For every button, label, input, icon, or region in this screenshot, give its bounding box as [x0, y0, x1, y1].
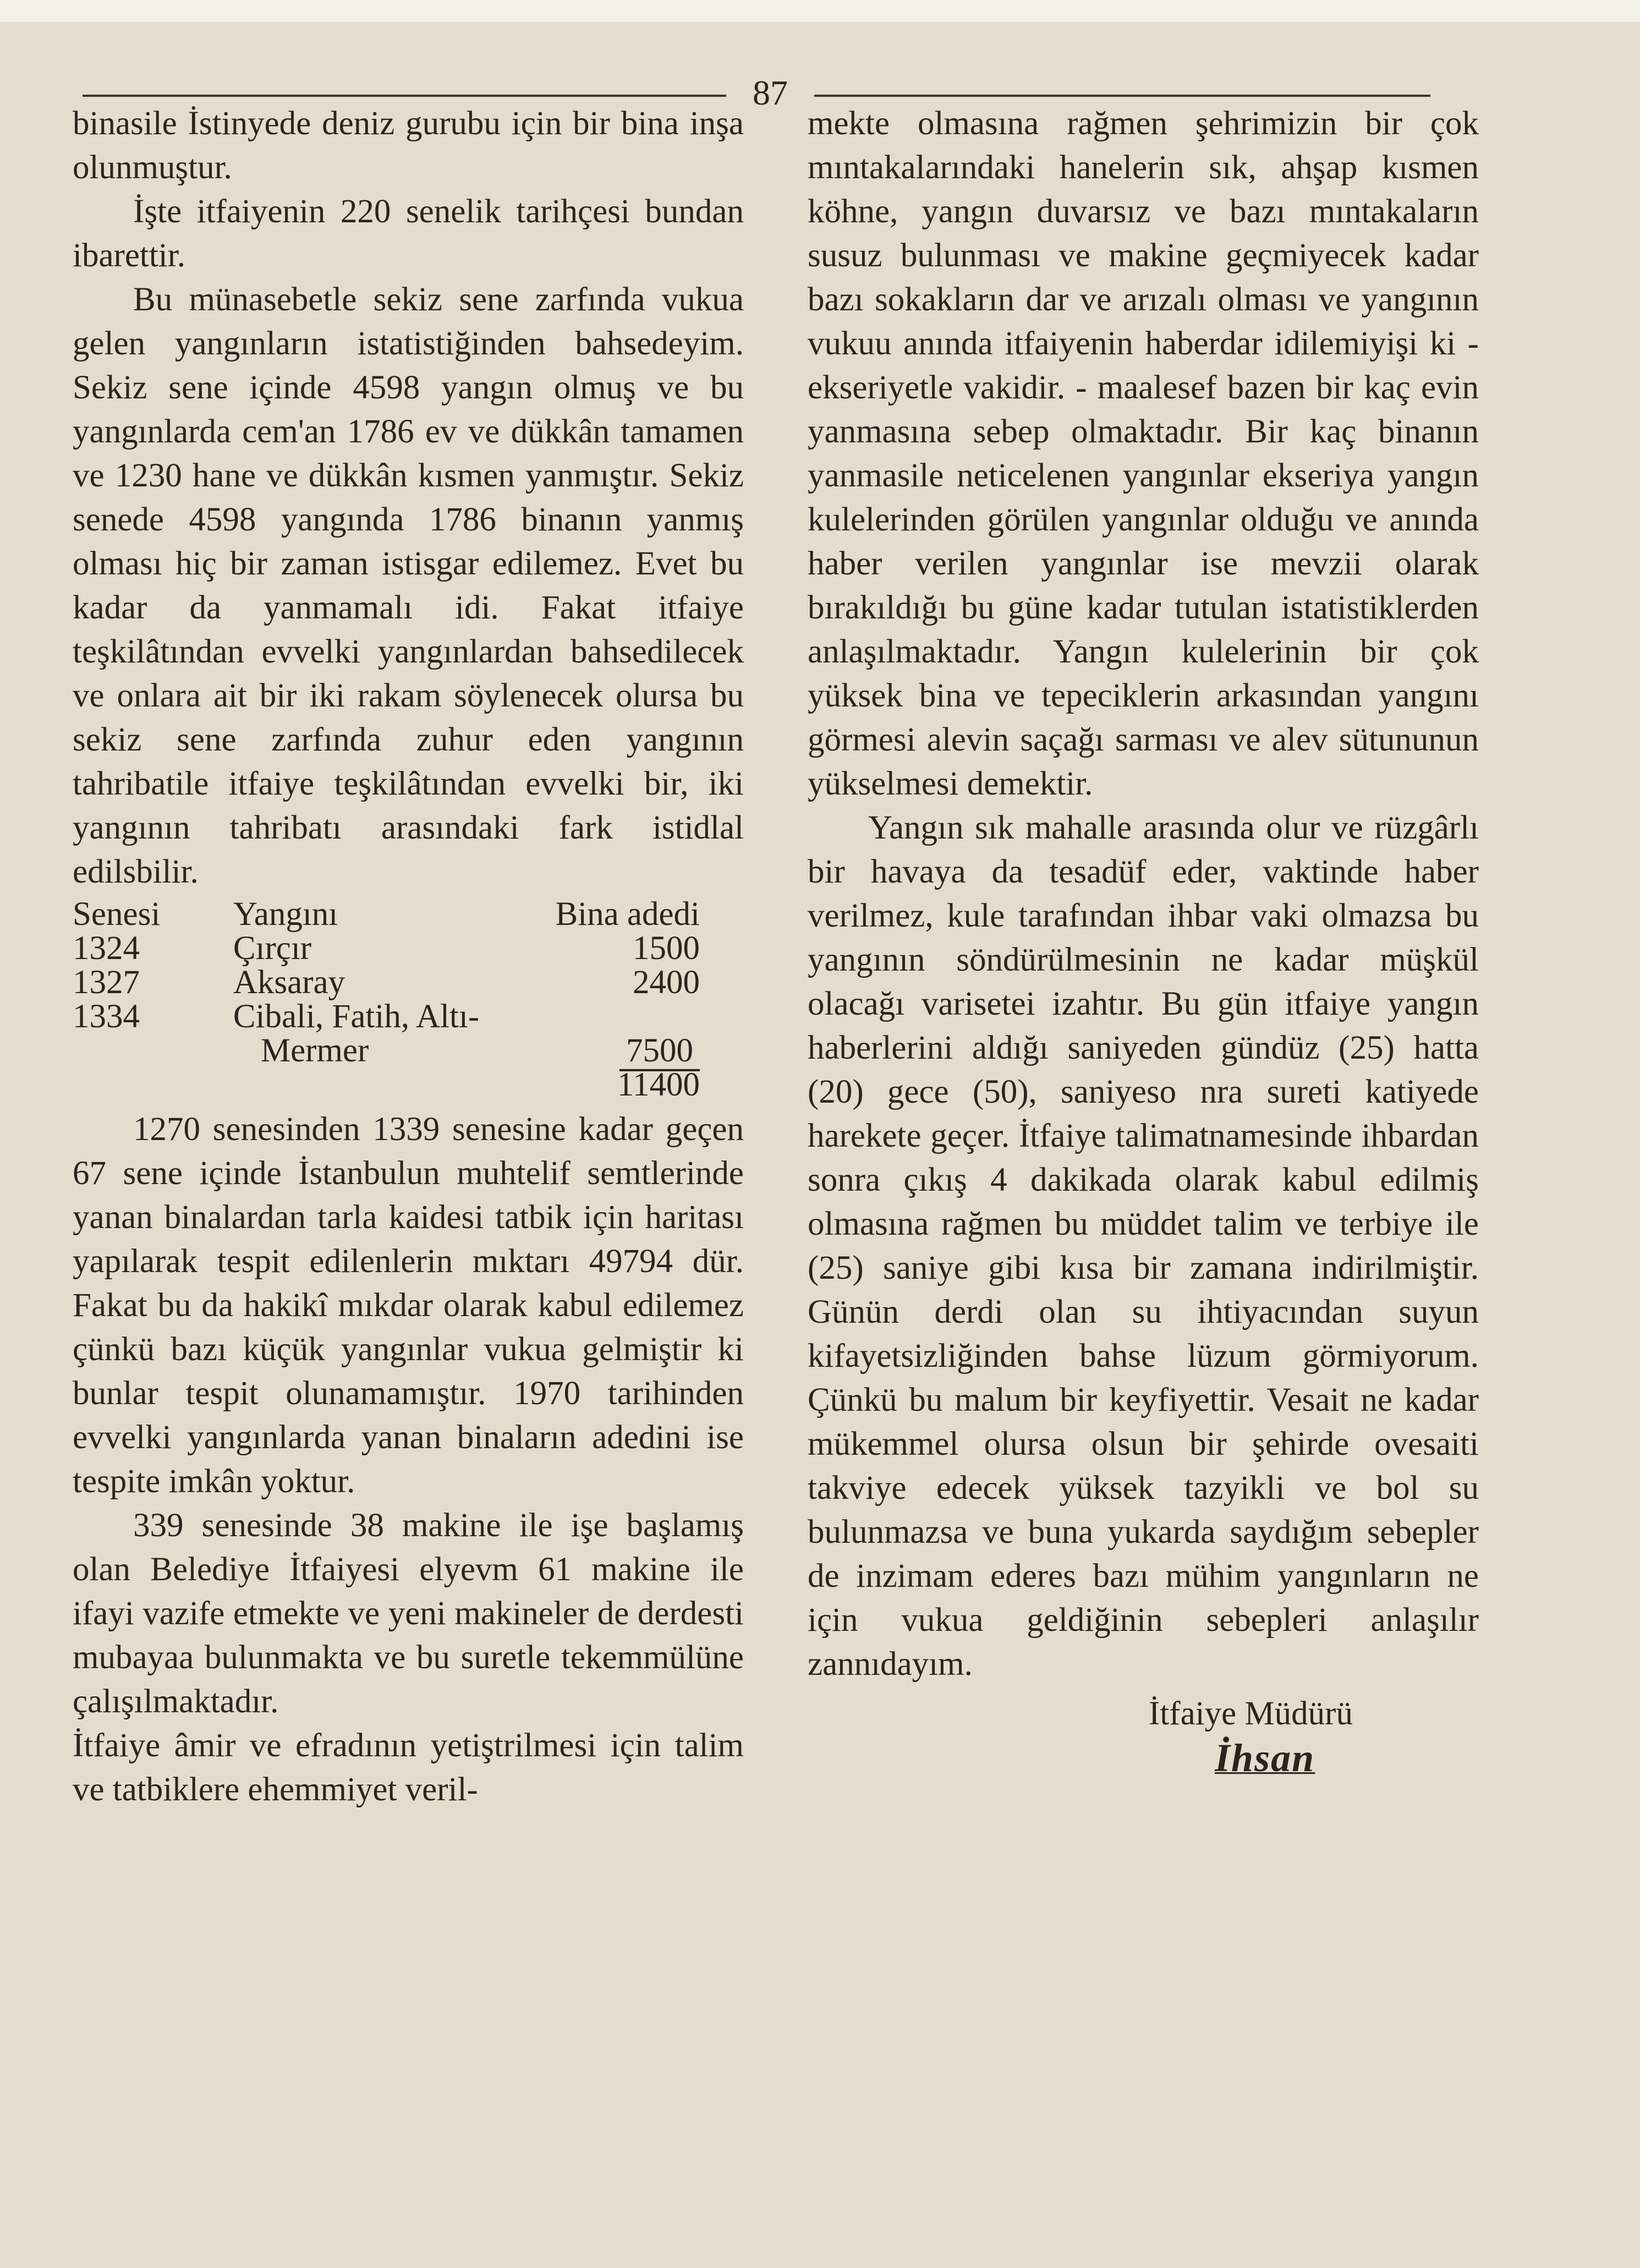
table-cell: 2400 — [633, 964, 700, 1001]
paragraph: Bu münasebetle sekiz sene zarfında vukua gelen yangınların istatistiğinden bahsedeyim. Sekiz sene içinde 4598 yangın olmuş ve bu yangınlarda cem'an 1786 ev ve dükkân tamamen ve 1230 hane ve dükkân kısmen yanmıştır. Sekiz senede 4598 yangında 1786 binanın yanmış olması hiç bir zaman istisgar edilemez. Evet bu kadar da yanmamalı idi. Fakat itfaiye teşkilâtından evvelki yangınlardan bahsedilecek ve onlara ait bir iki rakam söylenecek olursa bu sekiz sene zarfında zuhur eden yangının tahribatile itfaiye teşkilâtından evvelki bir, iki yangının tahribatı arasındaki fark istidlal edilsbilir. — [73, 281, 744, 890]
paper-top-edge — [0, 0, 1640, 22]
table-cell: 1334 — [73, 998, 140, 1035]
table-cell: 1500 — [633, 930, 700, 967]
page-number: 87 — [753, 73, 788, 112]
table-header: Yangını — [233, 896, 338, 933]
table-cell: 1327 — [73, 964, 140, 1001]
table-cell: Çırçır — [233, 930, 312, 967]
signature-block — [808, 1692, 1479, 1780]
table-header: Bina adedi — [555, 896, 700, 933]
subtotal-value: 7500 — [619, 1032, 700, 1071]
table-cell: Aksaray — [233, 964, 345, 1001]
table-cell: Mermer — [260, 1032, 369, 1069]
table-cell — [550, 1034, 744, 1068]
paragraph: Yangın sık mahalle arasında olur ve rüzgârlı bir havaya da tesadüf eder, vaktinde haber verilmez, kule tarafından ihbar vaki olmazsa bu yangının söndürülmesinin ne kadar müşkül olacağı varisetei izahtır. Bu gün itfaiye yangın haberlerini aldığı saniyeden gündüz (25) hatta (20) gece (50), saniyeso nra sureti katiyede harekete geçer. İtfaiye talimatnamesinde ihbardan sonra çıkış 4 dakikada olarak kabul edilmiş olmasına rağmen bu müddet talim ve terbiye ile (25) saniye gibi kısa bir zamana indirilmiştir. Günün derdi olan su ihtiyacından suyun kifayetsizliğinden bahse lüzum görmiyorum. Çünkü bu malum bir keyfiyettir. Vesait ne kadar mükemmel olursa olsun bir şehirde ovesaiti takviye edecek yüksek tazyikli ve bol su bulunmazsa ve buna yukarda saydığım sebepler de inzimam ederes bazı mühim yangınların ne için vukua geldiğinin sebepleri anlaşılır zannıdayım. — [808, 809, 1479, 1683]
paragraph: İtfaiye âmir ve efradının yetiştrilmesi için talim ve tatbiklere ehemmiyet veril- — [73, 1727, 744, 1808]
paragraph: 339 senesinde 38 makine ile işe başlamış olan Belediye İtfaiyesi elyevm 61 makine ile ifayi vazife etmekte ve yeni makineler de derdesti mubayaa bulunmakta ve bu suretle tekemmülüne çalışılmaktadır. — [73, 1507, 744, 1720]
header-rule-right — [814, 95, 1430, 97]
paragraph: İşte itfaiyenin 220 senelik tarihçesi bundan ibarettir. — [73, 193, 744, 274]
left-column — [73, 102, 744, 1812]
table-row — [73, 932, 744, 966]
table-cell — [73, 1034, 233, 1068]
table-cell — [550, 1000, 744, 1034]
signature-title: İtfaiye Müdürü — [1149, 1695, 1353, 1732]
table-header: Senesi — [73, 896, 161, 933]
signature-name: İhsan — [1215, 1736, 1315, 1780]
table-header-row — [73, 897, 744, 932]
paragraph: 1270 senesinden 1339 senesine kadar geçen 67 sene içinde İstanbulun muhtelif semtlerinde yanan binalardan tarla kaidesi tatbik için haritası yapılarak tespit edilenlerin mıktarı 49794 dür. Fakat bu da hakikî mıkdar olarak kabul edilemez çünkü bazı küçük yangınlar vukua gelmiştir ki bunlar tespit olunamamıştır. 1970 tarihinden evvelki yangınlarda yanan binaların adedini ise tespite imkân yoktur. — [73, 1111, 744, 1500]
table-cell: 1324 — [73, 930, 140, 967]
table-row — [73, 966, 744, 1000]
table-total-row — [73, 1068, 744, 1102]
fire-statistics-table — [73, 897, 744, 1102]
paragraph: binasile İstinyede deniz gurubu için bir bina inşa olunmuştur. — [73, 105, 744, 186]
table-cell: Cibali, Fatih, Altı- — [233, 998, 480, 1035]
paragraph: mekte olmasına rağmen şehrimizin bir çok mıntakalarındaki hanelerin sık, ahşap kısmen köhne, yangın duvarsız ve bazı mıntakaların susuz bulunması ve makine geçmiyecek kadar bazı sokakların dar ve arızalı olması ve yangının vukuu anında itfaiyenin haberdar idilemiyişi ki - ekseriyetle vakidir. - maalesef bazen bir kaç evin yanmasına sebep olmaktadır. Bir kaç binanın yanmasile neticelenen yangınlar ekseriya yangın kulelerinden görülen yangınlar olduğu ve anında haber verilen yangınlar ise mevzii olarak bırakıldığı bu güne kadar tutulan istatistiklerden anlaşılmaktadır. Yangın kulelerinin bir çok yüksek bina ve tepeciklerin arkasından yangını görmesi alevin saçağı sarması ve alev sütununun yükselmesi demektir. — [808, 105, 1479, 802]
table-total: 11400 — [617, 1066, 700, 1103]
table-row — [73, 1034, 744, 1068]
right-column — [808, 102, 1479, 1780]
table-row — [73, 1000, 744, 1034]
header-rule-left — [83, 95, 726, 97]
